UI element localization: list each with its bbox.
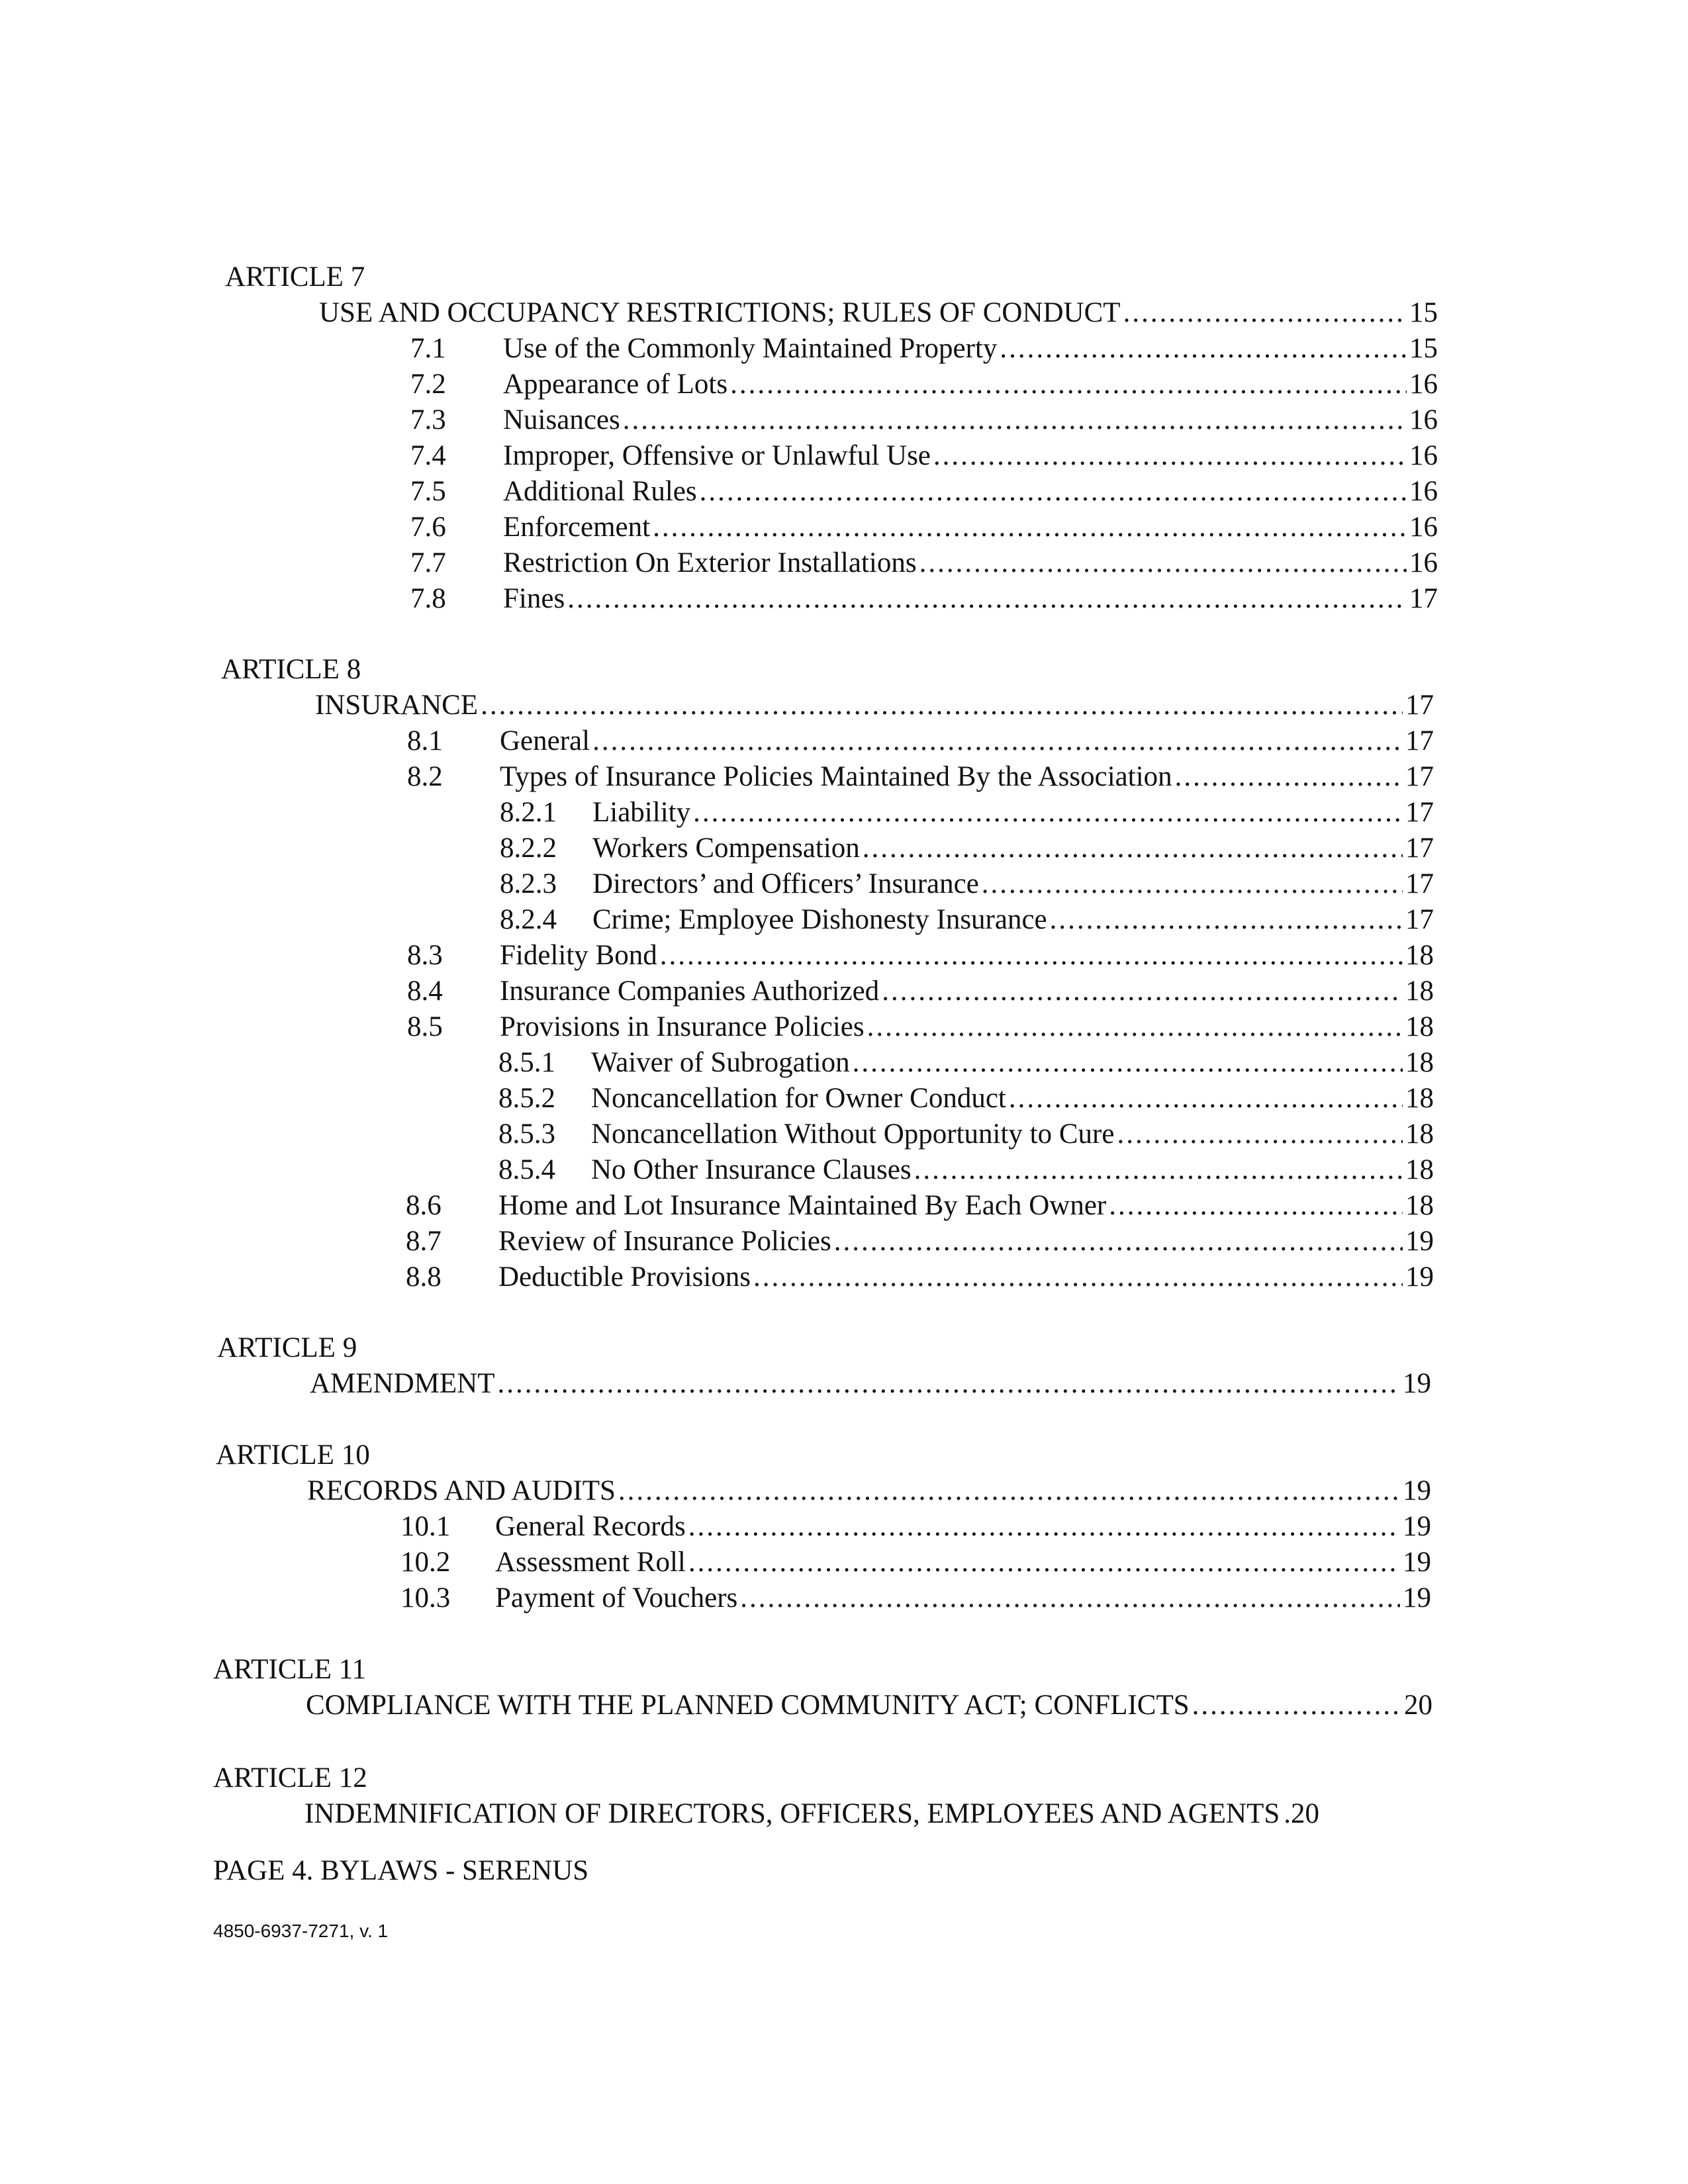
toc-title: Noncancellation for Owner Conduct [591,1083,1006,1114]
toc-title: Improper, Offensive or Unlawful Use [503,440,931,471]
toc-page: 19 [1403,1368,1431,1399]
toc-title: Use of the Commonly Maintained Property [503,333,998,364]
section-number: 7.4 [410,440,446,471]
toc-page: 18 [1405,1011,1434,1042]
toc-section [410,581,1438,617]
toc-article-title [310,1366,1431,1402]
toc-subsection [498,1045,1434,1081]
toc-title: Provisions in Insurance Policies [500,1011,865,1042]
toc-title: General [500,725,590,756]
article-heading: ARTICLE 10 [216,1439,370,1471]
toc-section [406,1188,1434,1224]
toc-section [410,367,1438,402]
toc-page: 18 [1405,1190,1434,1221]
toc-page: 18 [1405,940,1434,971]
toc-title: Crime; Employee Dishonesty Insurance [592,904,1047,935]
section-number: 8.5.1 [498,1047,555,1078]
article-heading: ARTICLE 9 [217,1332,357,1363]
toc-title: Assessment Roll [495,1547,686,1578]
leader-dots [1109,1188,1403,1224]
leader-dots [882,974,1403,1009]
toc-page: 18 [1405,1154,1434,1185]
toc-title: Payment of Vouchers [495,1582,738,1614]
toc-title: COMPLIANCE WITH THE PLANNED COMMUNITY ACT; CONFLICTS [306,1690,1190,1721]
section-number: 8.2.2 [500,833,557,864]
leader-dots [1117,1116,1403,1152]
toc-subsection [500,902,1434,938]
toc-page: 17 [1409,583,1438,614]
toc-title: Noncancellation Without Opportunity to Cure [591,1118,1115,1150]
leader-dots [1000,331,1407,367]
toc-title: No Other Insurance Clauses [591,1154,912,1185]
toc-title: Fines [503,583,565,614]
leader-dots [688,1509,1400,1545]
toc-section [400,1509,1431,1545]
toc-subsection [498,1081,1434,1116]
leader-dots [914,1152,1403,1188]
toc-page: 19 [1403,1547,1431,1578]
toc-page: 17 [1405,868,1434,899]
leader-dots [688,1545,1400,1580]
section-number: 7.8 [410,583,446,614]
toc-subsection [500,866,1434,902]
toc-page: 19 [1403,1511,1431,1542]
toc-section [406,1259,1434,1295]
toc-page: 16 [1409,547,1438,578]
section-number: 10.2 [400,1547,451,1578]
toc-subsection [498,1152,1434,1188]
leader-dots [567,581,1407,617]
leader-dots [1123,295,1407,331]
toc-title: Restriction On Exterior Installations [503,547,917,578]
document-id: 4850-6937-7271, v. 1 [213,1921,389,1941]
toc-subsection [500,831,1434,866]
toc-page: 15 [1409,333,1438,364]
toc-article-title [307,1473,1431,1509]
toc-page: .20 [1284,1798,1320,1829]
leader-dots [933,438,1407,474]
toc-page: 18 [1405,1083,1434,1114]
section-number: 8.7 [406,1226,442,1257]
toc-page: 16 [1409,369,1438,400]
leader-dots [1175,759,1403,795]
toc-title: Enforcement [503,512,651,543]
toc-page: 20 [1404,1690,1432,1721]
section-number: 7.2 [410,369,446,400]
toc-page: 15 [1409,297,1438,328]
section-number: 8.8 [406,1261,442,1293]
section-number: 8.2 [407,761,443,792]
article-heading: ARTICLE 8 [221,654,361,685]
toc-page: 16 [1409,476,1438,507]
toc-section [410,438,1438,474]
section-number: 8.1 [407,725,443,756]
leader-dots [497,1366,1400,1402]
toc-section [410,331,1438,367]
toc-page: 17 [1405,761,1434,792]
toc-page: 16 [1409,512,1438,543]
toc-title: Insurance Companies Authorized [500,976,880,1007]
toc-page: 19 [1405,1261,1434,1293]
toc-page: 17 [1405,904,1434,935]
section-number: 10.1 [400,1511,451,1542]
toc-title: Waiver of Subrogation [591,1047,850,1078]
section-number: 8.2.4 [500,904,557,935]
article-heading: ARTICLE 11 [213,1654,367,1685]
toc-page: 17 [1405,690,1434,721]
toc-title: USE AND OCCUPANCY RESTRICTIONS; RULES OF CONDUCT [319,297,1121,328]
toc-title: Appearance of Lots [503,369,728,400]
leader-dots [982,866,1403,902]
leader-dots [867,1009,1403,1045]
leader-dots [693,795,1403,831]
leader-dots [753,1259,1403,1295]
leader-dots [592,723,1403,759]
toc-section [407,759,1434,795]
toc-page: 17 [1405,833,1434,864]
section-number: 8.2.1 [500,797,557,828]
section-number: 8.5.3 [498,1118,555,1150]
toc-title: Liability [592,797,691,828]
toc-article-title [319,295,1438,331]
toc-section [406,1224,1434,1259]
section-number: 7.5 [410,476,446,507]
leader-dots [730,367,1407,402]
toc-page: 19 [1403,1582,1431,1614]
toc-section [410,545,1438,581]
page-footer: PAGE 4. BYLAWS - SERENUS [213,1855,589,1886]
section-number: 8.5 [407,1011,443,1042]
toc-section [410,510,1438,545]
leader-dots [853,1045,1403,1081]
section-number: 7.1 [410,333,446,364]
article-heading: ARTICLE 7 [225,261,365,293]
toc-subsection [500,795,1434,831]
section-number: 8.2.3 [500,868,557,899]
toc-section [410,402,1438,438]
section-number: 8.5.2 [498,1083,555,1114]
section-number: 7.7 [410,547,446,578]
toc-title: General Records [495,1511,686,1542]
leader-dots [834,1224,1403,1259]
toc-page: 18 [1405,1047,1434,1078]
leader-dots [623,402,1407,438]
article-heading: ARTICLE 12 [213,1762,367,1794]
section-number: 8.5.4 [498,1154,555,1185]
toc-article-title [305,1796,1432,1832]
toc-article-title [315,688,1434,723]
section-number: 8.6 [406,1190,442,1221]
toc-page: 16 [1409,404,1438,435]
toc-page: 17 [1405,797,1434,828]
leader-dots [1009,1081,1403,1116]
leader-dots [660,938,1403,974]
toc-section [407,1009,1434,1045]
toc-section [400,1580,1431,1616]
toc-title: Deductible Provisions [498,1261,751,1293]
toc-subsection [498,1116,1434,1152]
toc-title: Directors’ and Officers’ Insurance [592,868,979,899]
toc-page: 19 [1405,1226,1434,1257]
section-number: 8.3 [407,940,443,971]
toc-title: AMENDMENT [310,1368,495,1399]
toc-page: 18 [1405,976,1434,1007]
toc-title: Types of Insurance Policies Maintained By the Association [500,761,1172,792]
toc-title: Review of Insurance Policies [498,1226,831,1257]
toc-section [407,723,1434,759]
toc-title: RECORDS AND AUDITS [307,1475,616,1506]
toc-page: 16 [1409,440,1438,471]
section-number: 8.4 [407,976,443,1007]
leader-dots [700,474,1407,510]
leader-dots [1050,902,1403,938]
toc-title: Nuisances [503,404,620,435]
toc-page: 17 [1405,725,1434,756]
toc-title: Fidelity Bond [500,940,657,971]
section-number: 7.6 [410,512,446,543]
toc-title: Home and Lot Insurance Maintained By Each Owner [498,1190,1107,1221]
toc-page: 19 [1403,1475,1431,1506]
toc-section [407,938,1434,974]
toc-title: Additional Rules [503,476,697,507]
leader-dots [919,545,1407,581]
leader-dots [740,1580,1400,1616]
section-number: 7.3 [410,404,446,435]
toc-page: 18 [1405,1118,1434,1150]
toc-article-title [306,1688,1432,1723]
toc-title: Workers Compensation [592,833,860,864]
toc-section [410,474,1438,510]
section-number: 10.3 [400,1582,451,1614]
leader-dots [653,510,1407,545]
leader-dots [863,831,1403,866]
leader-dots [481,688,1403,723]
leader-dots [618,1473,1400,1509]
toc-title: INSURANCE [315,690,479,721]
leader-dots [1192,1688,1401,1723]
toc-title: INDEMNIFICATION OF DIRECTORS, OFFICERS, EMPLOYEES AND AGENTS [305,1798,1280,1829]
toc-section [407,974,1434,1009]
toc-section [400,1545,1431,1580]
